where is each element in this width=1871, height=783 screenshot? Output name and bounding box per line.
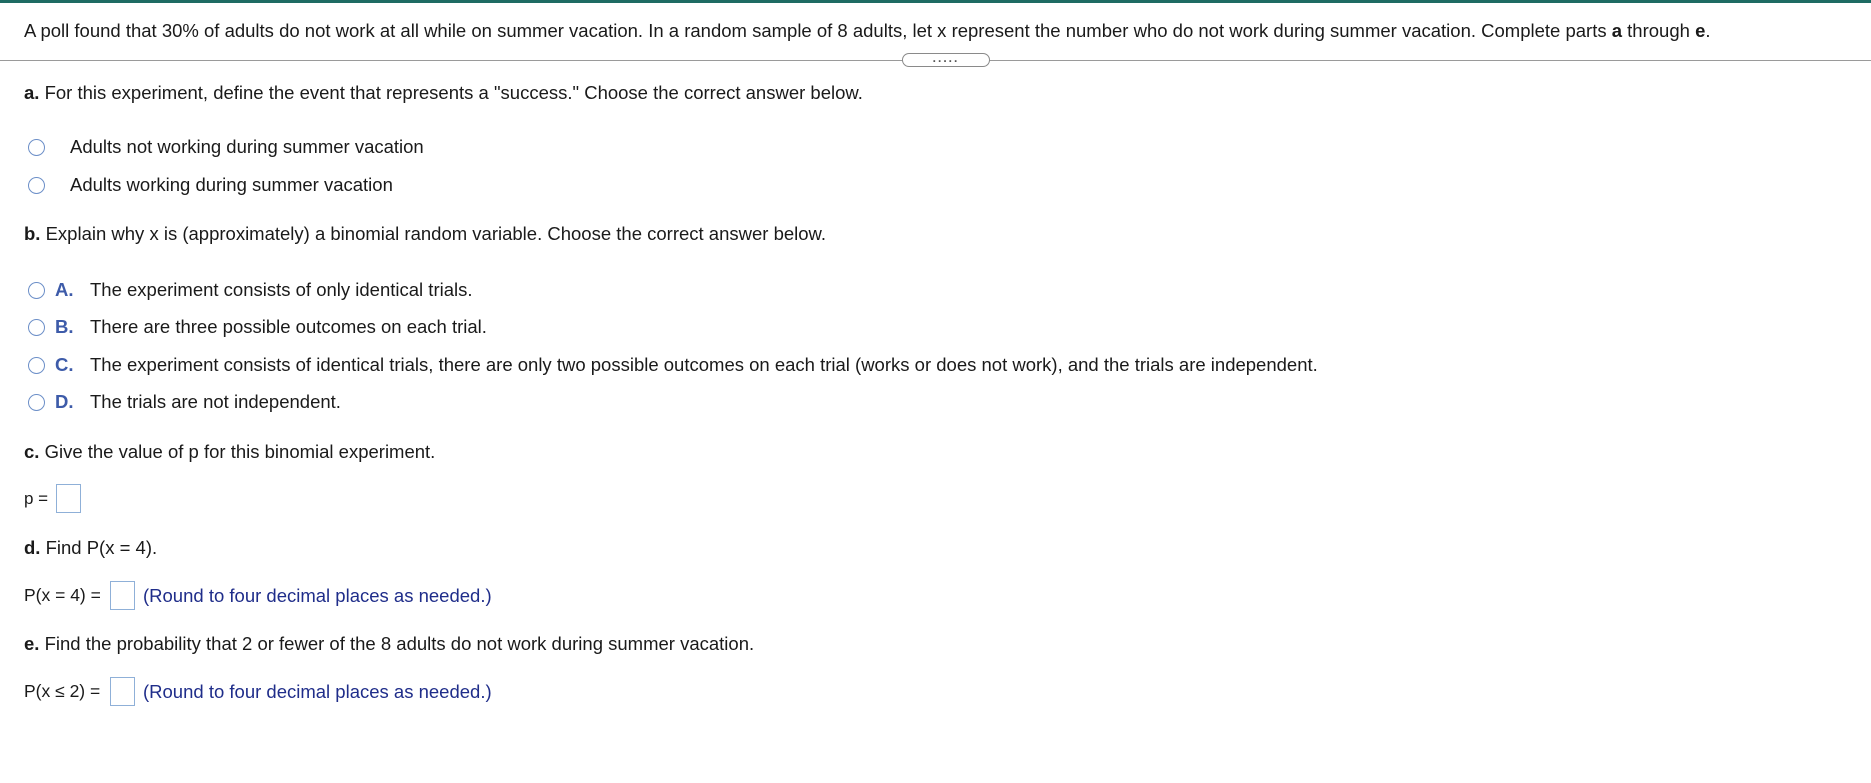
part-b-option-d-text[interactable]: The trials are not independent. — [90, 391, 341, 412]
part-b-option-a-letter[interactable]: A. — [55, 279, 74, 300]
px4-answer-label: P(x = 4) = — [24, 585, 101, 605]
prompt-text-3: . — [1705, 20, 1711, 41]
expand-toggle-button[interactable]: ..... — [902, 53, 990, 67]
part-b-option-c-radio[interactable] — [28, 357, 45, 374]
part-b-option-b-radio[interactable] — [28, 319, 45, 336]
prompt-text-2: through — [1622, 20, 1696, 41]
prompt-bold-e: e — [1695, 20, 1706, 41]
part-b-option-a-radio[interactable] — [28, 282, 45, 299]
part-b-option-a-text[interactable]: The experiment consists of only identical trials. — [90, 279, 473, 300]
prompt-bold-a: a — [1611, 20, 1623, 41]
part-b-marker: b. — [24, 223, 41, 244]
pxle2-rounding-hint: (Round to four decimal places as needed.) — [143, 681, 492, 702]
problem-statement — [24, 20, 1711, 42]
pxle2-answer-input[interactable] — [110, 677, 135, 706]
part-a-option-1-radio[interactable] — [28, 139, 45, 156]
px4-answer-input[interactable] — [110, 581, 135, 610]
p-answer-input[interactable] — [56, 484, 81, 513]
part-b-option-b-letter[interactable]: B. — [55, 316, 74, 337]
part-a-question — [24, 82, 863, 104]
part-a-option-2-label[interactable]: Adults working during summer vacation — [70, 174, 393, 195]
p-answer-label: p = — [24, 489, 49, 508]
part-d-marker: d. — [24, 537, 41, 558]
part-b-text: Explain why x is (approximately) a binomial random variable. Choose the correct answer below. — [40, 223, 827, 244]
pxle2-answer-label: P(x ≤ 2) = — [24, 681, 101, 701]
part-d-text: Find P(x = 4). — [40, 537, 158, 558]
part-c-question — [24, 441, 435, 463]
part-a-text: For this experiment, define the event that represents a "success." Choose the correct answer below. — [39, 82, 863, 103]
part-b-option-c-text[interactable]: The experiment consists of identical trials, there are only two possible outcomes on each trial (works or does not work), and the trials are independent. — [90, 354, 1318, 375]
part-b-question — [24, 223, 826, 245]
part-d-question — [24, 537, 157, 559]
part-b-option-b-text[interactable]: There are three possible outcomes on each trial. — [90, 316, 487, 337]
part-e-question — [24, 633, 754, 655]
part-c-text: Give the value of p for this binomial experiment. — [39, 441, 436, 462]
part-e-text: Find the probability that 2 or fewer of the 8 adults do not work during summer vacation. — [39, 633, 755, 654]
part-e-marker: e. — [24, 633, 40, 654]
part-a-option-2-radio[interactable] — [28, 177, 45, 194]
part-b-option-c-letter[interactable]: C. — [55, 354, 74, 375]
part-a-marker: a. — [24, 82, 40, 103]
part-a-option-1-label[interactable]: Adults not working during summer vacation — [70, 136, 424, 157]
part-b-option-d-letter[interactable]: D. — [55, 391, 74, 412]
part-b-option-d-radio[interactable] — [28, 394, 45, 411]
px4-rounding-hint: (Round to four decimal places as needed.) — [143, 585, 492, 606]
prompt-text-1: A poll found that 30% of adults do not work at all while on summer vacation. In a random sample of 8 adults, let x represent the number who do not work during summer vacation. Complete parts — [24, 20, 1612, 41]
part-c-marker: c. — [24, 441, 40, 462]
